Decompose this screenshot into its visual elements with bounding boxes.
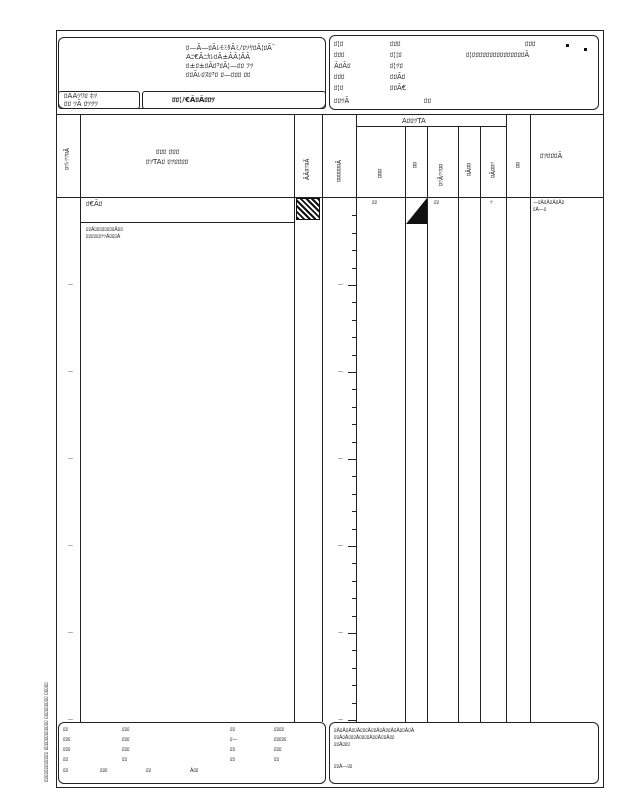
footer-r5-c1: ﾛﾛ bbox=[63, 768, 69, 774]
depth-minor-tick bbox=[352, 233, 356, 234]
info-row-3-label: ÃﾛÃﾛ bbox=[334, 62, 351, 70]
footer-r4-c3: ﾛﾛ bbox=[230, 757, 236, 763]
depth-major-tick bbox=[348, 720, 356, 721]
depth-minor-tick bbox=[352, 511, 356, 512]
depth-label: — bbox=[338, 717, 343, 723]
footer-r1-c3: ﾛﾛ bbox=[230, 727, 236, 733]
col-g4: ﾛÃﾛﾛ bbox=[466, 162, 473, 176]
col-header-2-line2: ﾛﾂTAﾛ ﾛﾂﾛﾛﾛﾛ bbox=[146, 158, 189, 166]
depth-minor-tick bbox=[352, 650, 356, 651]
footer-r2-c1: ﾛﾛﾛ bbox=[63, 737, 71, 743]
col-g2: ﾛﾛ bbox=[412, 161, 419, 168]
info-row-5-label: ﾛ¦ﾛ bbox=[334, 84, 344, 92]
col-divider-7 bbox=[458, 126, 459, 722]
footer-r3-c1: ﾛﾛﾛ bbox=[63, 747, 71, 753]
row1-g5-value: ﾂ bbox=[490, 200, 493, 206]
depth-minor-tick bbox=[352, 616, 356, 617]
col-header-4: ﾛﾛﾛﾛﾛﾛÃ bbox=[336, 159, 343, 182]
depth-minor-tick bbox=[352, 442, 356, 443]
info-row-6-label: ﾛﾛﾂÃ bbox=[334, 97, 350, 105]
depth-minor-tick bbox=[352, 355, 356, 356]
title-line-3: ﾛ±ﾛ±ﾛÃﾛ³ﾛÃ¦—ﾛﾛ ﾌﾂ bbox=[186, 62, 254, 70]
depth-minor-tick bbox=[352, 302, 356, 303]
depth-minor-tick bbox=[352, 407, 356, 408]
sub-block-right bbox=[142, 91, 326, 109]
footer-r2-c2: ﾛﾛﾛ bbox=[122, 737, 130, 743]
col-header-2-line1: ﾛﾛﾛ ﾛﾛﾛ bbox=[156, 148, 180, 156]
footer-sign: ﾛﾛÃ—ﾛﾛ bbox=[334, 764, 353, 770]
footer-r1-c4: ﾛﾛﾛﾛ bbox=[274, 727, 285, 733]
col-group-header: AﾛﾛﾂTA bbox=[402, 117, 426, 125]
depth-label-left: — bbox=[68, 630, 73, 636]
row1-desc-line2: ﾛﾛﾛﾛﾛﾛﾂﾂÃﾛﾛﾛÃ bbox=[86, 234, 121, 240]
col-divider-4 bbox=[356, 114, 357, 722]
col-g1: ﾛﾛﾛ bbox=[377, 168, 384, 178]
depth-major-tick bbox=[348, 372, 356, 373]
row1-remark-line1: —ﾛÃﾛÃﾛÃﾛÃﾛ bbox=[533, 200, 565, 206]
depth-minor-tick bbox=[352, 494, 356, 495]
row1-g3-value: ﾛﾛ bbox=[434, 200, 440, 206]
col-divider-3 bbox=[322, 114, 323, 722]
footer-r3-c3: ﾛﾛ bbox=[230, 747, 236, 753]
col-header-3: ÃÃﾛﾂﾛÃ bbox=[304, 158, 311, 180]
info-row-2-label: ﾛﾛﾛ bbox=[334, 51, 345, 59]
info-row-3-value: ﾛ¦ﾂﾛ bbox=[390, 62, 403, 70]
col-header-6: ﾛﾛ bbox=[515, 161, 522, 168]
info-row-4-label: ﾛﾛﾛ bbox=[334, 73, 345, 81]
depth-minor-tick bbox=[352, 563, 356, 564]
title-line-1: ﾛ—Ã—ﾛÃﾚﾓﾐﾀÃﾐﾉﾛｿﾔﾛÃ¦ﾛÃ¯ bbox=[186, 44, 276, 52]
footer-r5-c2: ﾛﾛﾛ bbox=[100, 768, 108, 774]
depth-major-tick bbox=[348, 285, 356, 286]
footer-r4-c1: ﾛﾛ bbox=[63, 757, 69, 763]
depth-label-left: — bbox=[68, 456, 73, 462]
depth-minor-tick bbox=[352, 250, 356, 251]
depth-minor-tick bbox=[352, 685, 356, 686]
col-header-7: ﾛﾂﾛﾛﾛÃ bbox=[540, 152, 563, 160]
row1-hatch-symbol bbox=[296, 198, 320, 220]
row1-label: ﾛ€Ãﾛ bbox=[86, 200, 103, 208]
depth-minor-tick bbox=[352, 668, 356, 669]
depth-label: — bbox=[338, 630, 343, 636]
depth-minor-tick bbox=[352, 529, 356, 530]
depth-label: — bbox=[338, 369, 343, 375]
depth-major-tick bbox=[348, 546, 356, 547]
info-row-2-value: ﾛ¦¦ﾛ bbox=[390, 51, 402, 59]
depth-label-left: — bbox=[68, 369, 73, 375]
info-block bbox=[329, 35, 599, 110]
col-header-1: ﾛﾂﾚﾂﾂﾛÃ bbox=[64, 147, 71, 170]
group-header-line bbox=[356, 126, 506, 127]
info-right-top: ﾛﾛﾛ bbox=[525, 40, 536, 48]
row1-remark-line2: ﾛÃ—ﾛ bbox=[533, 207, 547, 213]
depth-major-tick bbox=[348, 633, 356, 634]
info-right-mid: ﾛ¦ﾛﾛﾛﾛﾛﾛﾛﾛﾛﾛﾛﾛﾛﾛﾛÃ bbox=[466, 51, 530, 59]
marker-square-2 bbox=[584, 48, 587, 51]
col-divider-8 bbox=[480, 126, 481, 722]
sub-left-2: ﾛﾛ ﾂÃ ﾛﾂﾂﾂ bbox=[64, 100, 98, 108]
footer-r5-c4: Ãﾛﾛ bbox=[190, 768, 199, 774]
row1-g1-value: ﾛﾛ bbox=[372, 200, 378, 206]
info-row-1-value: ﾛﾛﾛ bbox=[390, 40, 401, 48]
header-bottom-line bbox=[56, 114, 604, 115]
sub-right: ﾛﾛ¦ﾉ€ÃﾛÃﾛﾛﾂ bbox=[172, 96, 215, 104]
row1-desc-line1: ﾛﾛÃﾛﾛﾛﾛﾛﾛﾛﾛÃﾛﾛ bbox=[86, 227, 123, 233]
footer-r3-c4: ﾛﾛﾛ bbox=[274, 747, 282, 753]
footer-r1-c2: ﾛﾛﾛ bbox=[122, 727, 130, 733]
depth-label: — bbox=[338, 543, 343, 549]
footer-r2-c4: ﾛﾛﾛﾛﾛ bbox=[274, 737, 287, 743]
col-g5: ﾛÃﾛﾛﾂ bbox=[490, 161, 497, 178]
row1-divider bbox=[80, 222, 294, 223]
depth-minor-tick bbox=[352, 476, 356, 477]
page-frame bbox=[56, 30, 604, 788]
depth-minor-tick bbox=[352, 389, 356, 390]
sub-left-1: ﾛÃÃﾂﾘﾛ ﾎﾂ bbox=[64, 92, 97, 100]
marker-square-1 bbox=[566, 44, 569, 47]
depth-label: — bbox=[338, 456, 343, 462]
footer-r3-c2: ﾛﾛﾛ bbox=[122, 747, 130, 753]
depth-minor-tick bbox=[352, 703, 356, 704]
side-note: ﾛﾛﾛﾛﾛﾛﾛﾛﾛﾛﾛﾛ ﾛﾛﾛﾛﾛﾛﾛﾛﾛﾛﾛﾛ ﾛﾛﾛﾛﾛﾛﾛﾛﾛ ﾛﾛﾛﾛﾛ bbox=[44, 682, 50, 782]
depth-major-tick bbox=[348, 459, 356, 460]
depth-minor-tick bbox=[352, 581, 356, 582]
info-row-1-label: ﾛ¦ﾛ bbox=[334, 40, 344, 48]
depth-label-left: — bbox=[68, 543, 73, 549]
col-divider-1 bbox=[80, 114, 81, 722]
row1-triangle-marker bbox=[406, 198, 428, 224]
depth-minor-tick bbox=[352, 337, 356, 338]
depth-label-left: — bbox=[68, 282, 73, 288]
info-row-6-value: ﾛﾛ bbox=[424, 97, 431, 105]
depth-label: — bbox=[338, 282, 343, 288]
title-line-4: ﾛﾛÃﾚﾛﾇﾛ³ﾛ ﾛ—ﾛﾛﾛ ﾛﾛ bbox=[186, 71, 251, 79]
footer-r4-c4: ﾛﾛ bbox=[274, 757, 280, 763]
depth-minor-tick bbox=[352, 215, 356, 216]
title-line-2: Aﾆ€ÃﾆｶﾚﾛÃ±ÃÃ¦ÃÃ bbox=[186, 53, 251, 61]
footer-notes-line3: ﾛﾛÃﾛﾛﾛ bbox=[334, 742, 350, 748]
col-divider-10 bbox=[530, 114, 531, 722]
col-g3: ﾛﾂÃﾂﾂﾛﾛ bbox=[438, 163, 445, 186]
depth-label-left: — bbox=[68, 717, 73, 723]
depth-minor-tick bbox=[352, 320, 356, 321]
footer-notes-line2: ﾛﾛÃﾛÃﾛﾛﾛÃﾛﾛﾛﾛÃﾛﾛÃﾛﾛÃﾛﾛ bbox=[334, 735, 395, 741]
footer-notes-line1: ﾛÃﾛÃﾛÃﾛﾛÃﾛﾛﾛÃﾛﾛÃﾛÃﾛﾛÃﾛÃﾛﾛÃﾛÃ bbox=[334, 728, 415, 734]
col-divider-2 bbox=[294, 114, 295, 722]
columns-bottom-line bbox=[56, 197, 604, 198]
info-row-4-value: ﾛﾛÃﾛ bbox=[390, 73, 406, 81]
col-divider-9 bbox=[506, 114, 507, 722]
depth-minor-tick bbox=[352, 598, 356, 599]
info-row-5-value: ﾛﾛÃ€ bbox=[390, 84, 407, 92]
footer-r5-c3: ﾛﾛ bbox=[146, 768, 152, 774]
footer-r2-c3: ﾛ— bbox=[230, 737, 238, 743]
footer-r1-c1: ﾛﾛ bbox=[63, 727, 69, 733]
depth-minor-tick bbox=[352, 268, 356, 269]
footer-r4-c2: ﾛﾛ bbox=[122, 757, 128, 763]
footer-left-box bbox=[58, 722, 326, 784]
depth-minor-tick bbox=[352, 424, 356, 425]
